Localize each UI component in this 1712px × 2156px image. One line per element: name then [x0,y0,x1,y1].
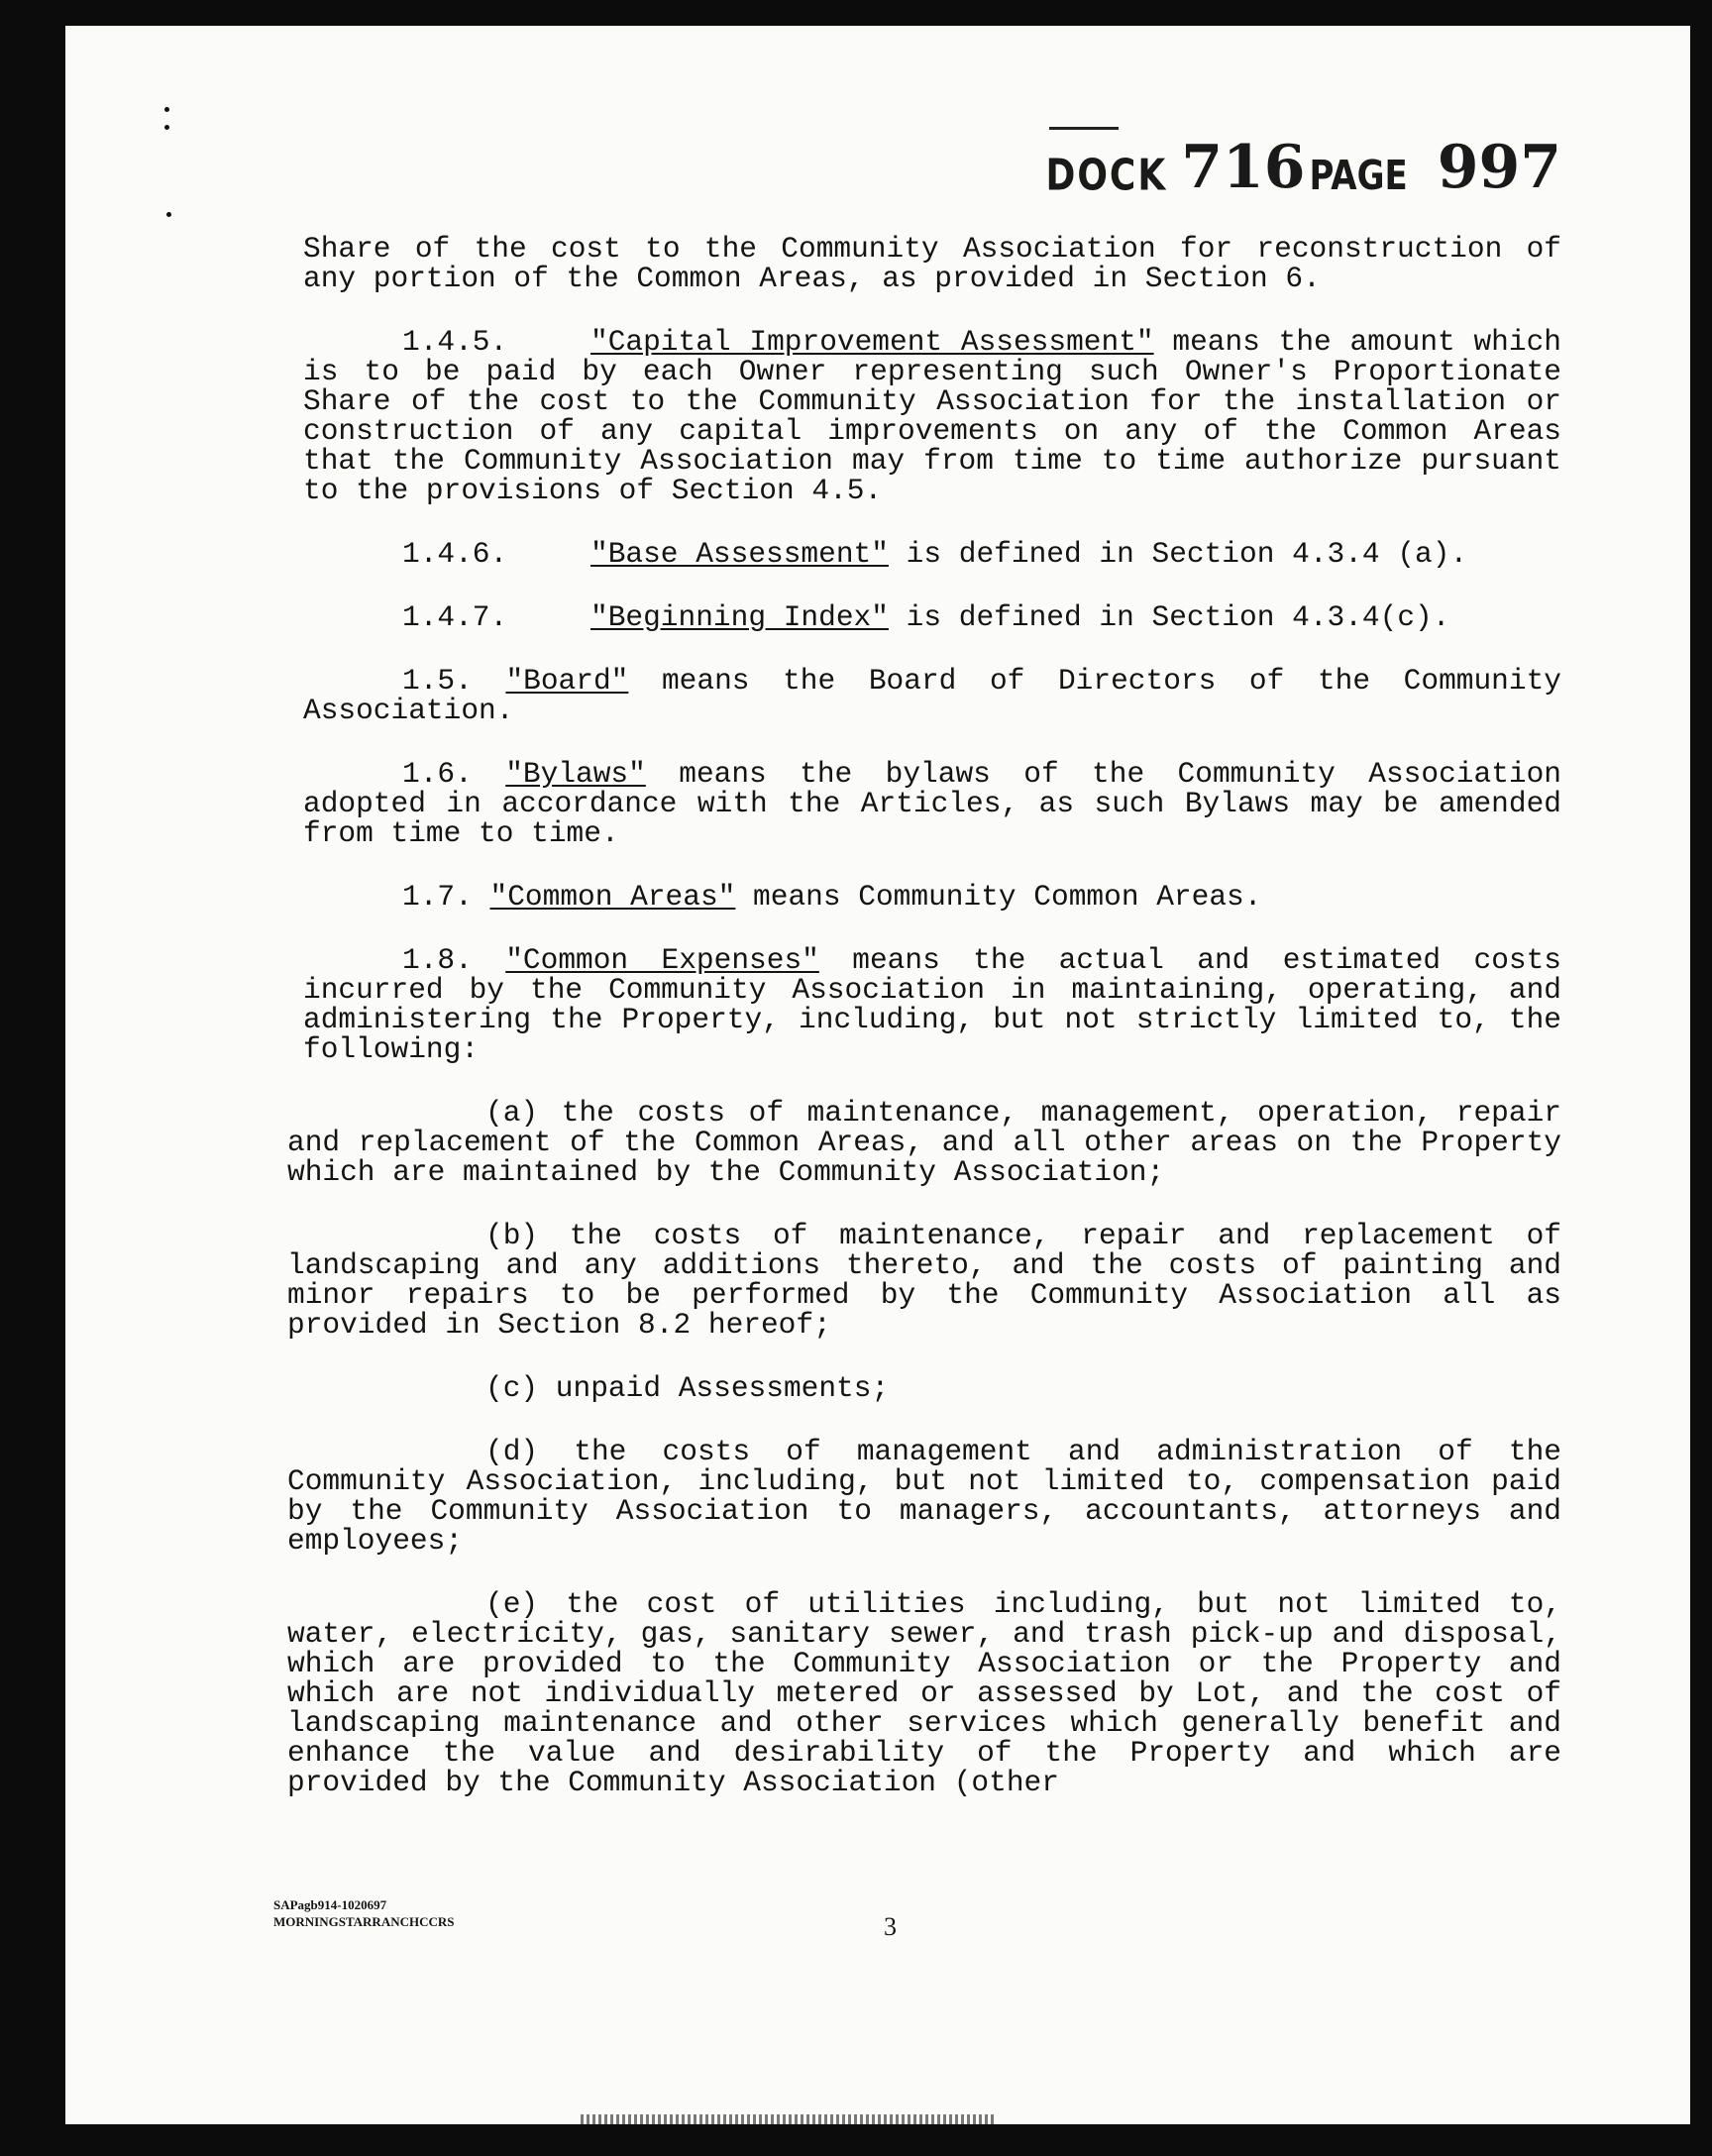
subsection-d: (d) the costs of management and administration of the Community Association, including, but not limited to, compensation paid by the Community Association to managers, accountants, attorneys and employees; [287,1435,1561,1558]
defined-term: "Beginning Index" [590,600,889,634]
stamp-label: DOCK [1045,151,1168,201]
stamp-page-number: 997 [1437,133,1561,202]
defined-term: "Common Areas" [489,880,736,914]
stamp-rule [1049,127,1119,130]
section-text: means the amount which is to be paid by each Owner representing such Owner's Proportionate Share of the cost to the Community Association for the installation or construction of any capital improvements on any of the Common Areas that the Community Association may from time to time authorize pursuant to the provisions of Section 4.5. [303,325,1561,507]
section-text: means the Board of Directors of the Community Association. [303,664,1561,727]
continued-paragraph: Share of the cost to the Community Association for reconstruction of any portion of the Common Areas, as provided in Section 6. [303,232,1561,295]
defined-term: "Base Assessment" [590,537,889,571]
section-1-8 [303,945,1561,1064]
section-text: is defined in Section 4.3.4 (a). [888,537,1468,571]
section-1-5 [303,666,1561,725]
section-number: 1.5. [402,664,506,698]
subsection-b: (b) the costs of maintenance, repair and replacement of landscaping and any additions thereto, and the costs of painting and minor repairs to be performed by the Community Association all as provided in Section 8.2 hereof; [287,1219,1561,1342]
section-text: means the actual and estimated costs incurred by the Community Association in maintaining, operating, and administering the Property, including, but not strictly limited to, the following: [303,943,1562,1066]
subsection-e: (e) the cost of utilities including, but not limited to, water, electricity, gas, sanitary sewer, and trash pick-up and disposal, which are provided to the Community Association or the Property and which are not individually metered or assessed by Lot, and the cost of landscaping maintenance and other services which generally benefit and enhance the value and desirability of the Property and which are provided by the Community Association (other [287,1587,1561,1799]
section-text: means Community Common Areas. [735,880,1262,914]
margin-speck [164,125,169,130]
section-text: is defined in Section 4.3.4(c). [888,600,1450,634]
section-number: 1.6. [402,757,506,791]
section-number: 1.4.7. [402,600,508,634]
document-page [65,26,1690,2124]
document-code-line-1: SAPagb914-1020697 [273,1897,387,1912]
section-number: 1.7. [402,880,490,914]
subsection-c: (c) unpaid Assessments; [485,1371,890,1405]
subsection-a: (a) the costs of maintenance, management, operation, repair and replacement of the Common Areas, and all other areas on the Property which are maintained by the Community Association; [287,1096,1561,1189]
section-number: 1.8. [402,943,506,977]
section-1-4-6 [303,539,1561,569]
document-body [287,232,1562,1831]
margin-speck [166,212,171,217]
stamp-volume: 716 [1181,133,1306,202]
page-number: 3 [884,1912,897,1941]
section-number: 1.4.6. [402,537,508,571]
stamp-page-label: PAGE [1309,153,1408,200]
section-text: means the bylaws of the Community Association adopted in accordance with the Articles, as such Bylaws may be amended from time to time. [303,757,1562,850]
section-1-4-7 [303,602,1561,632]
defined-term: "Capital Improvement Assessment" [590,325,1154,359]
defined-term: "Common Expenses" [505,943,819,977]
scan-noise [581,2114,997,2124]
margin-speck [164,107,169,112]
defined-term: "Board" [505,664,629,698]
section-1-7 [303,882,1561,912]
document-code [273,1896,455,1930]
book-page-stamp [1045,133,1561,202]
section-number: 1.4.5. [402,325,508,359]
document-code-line-2: MORNINGSTARRANCHCCRS [273,1914,455,1929]
section-1-6 [303,759,1561,848]
defined-term: "Bylaws" [505,757,646,791]
section-1-4-5 [303,327,1561,505]
